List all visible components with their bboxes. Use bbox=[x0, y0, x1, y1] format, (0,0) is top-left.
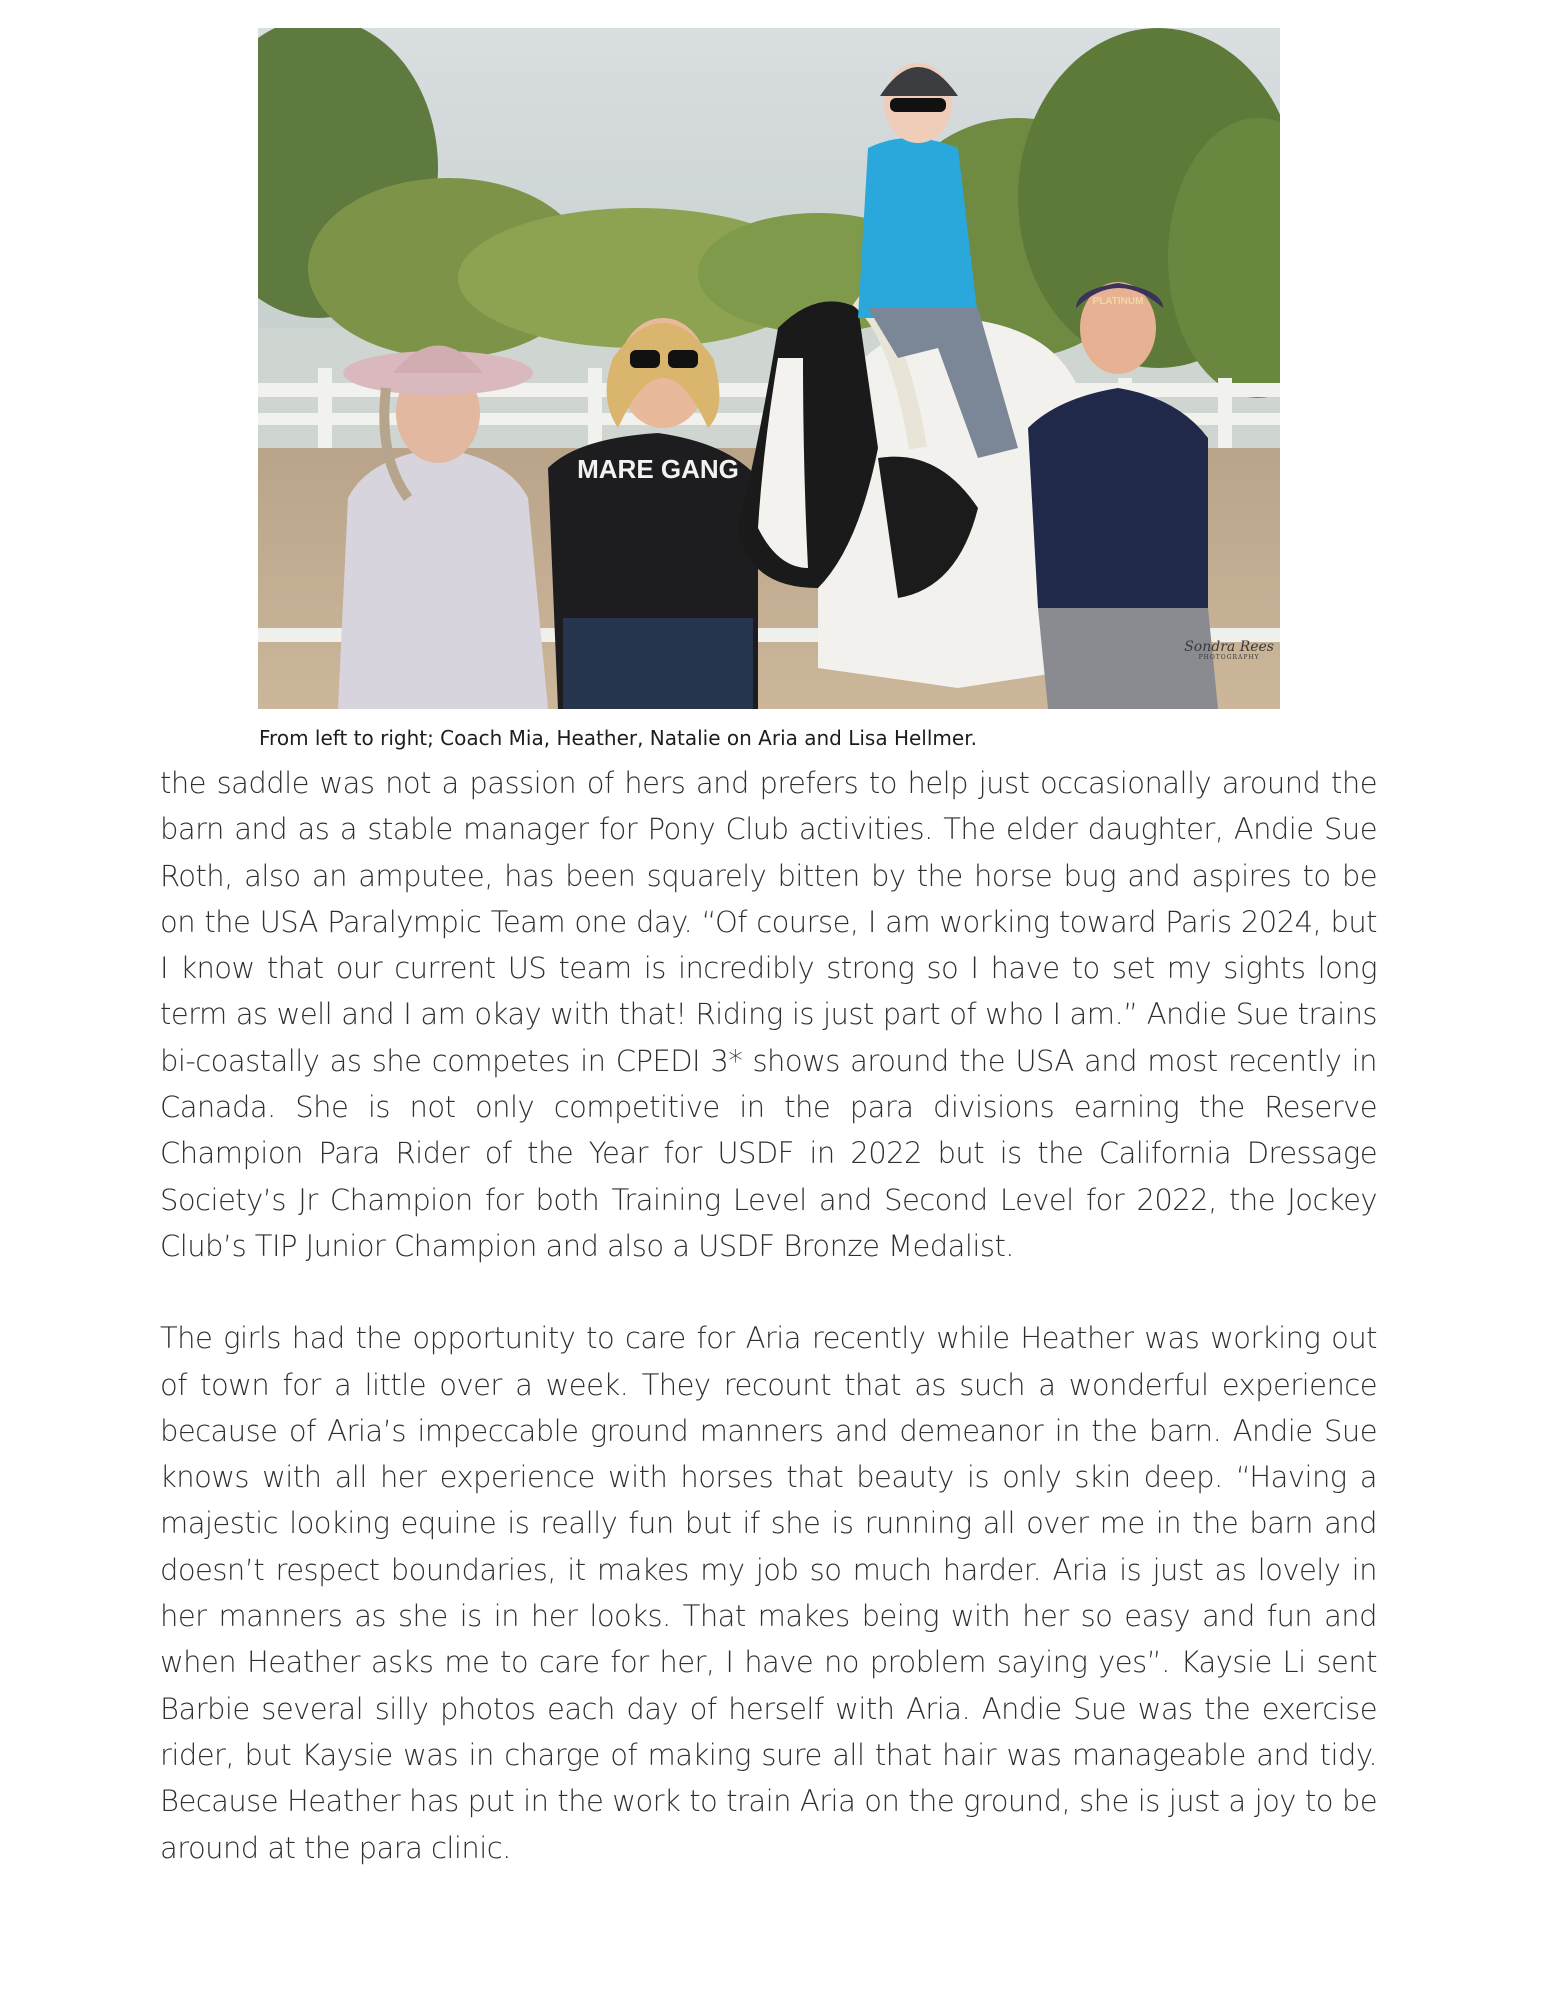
paragraph: the saddle was not a passion of hers and prefers to help just occasionally around the barn and as a stable manager for Pony Club activities. The elder daughter, Andie Sue Roth, also an amputee, has been squarely bitten by the horse bug and aspires to be on the USA Paralympic Team one day. “Of course, I am working toward Paris 2024, but I know that our current US team is incredibly strong so I have to set my sights long term as well and I am okay with that! Riding is just part of who I am.” Andie Sue trains bi-coastally as she competes in CPEDI 3* shows around the USA and most recently in Canada. She is not only competitive in the para divisions earning the Reserve Champion Para Rider of the Year for USDF in 2022 but is the California Dressage Society’s Jr Champion for both Training Level and Second Level for 2022, the Jockey Club’s TIP Junior Champion and also a USDF Bronze Medalist. bbox=[160, 766, 1377, 1263]
group-photo-illustration bbox=[258, 28, 1280, 709]
group-photo bbox=[258, 28, 1280, 709]
watermark-main: Sondra Rees bbox=[1184, 639, 1274, 656]
article-body bbox=[160, 760, 1377, 1871]
cap-text: PLATINUM bbox=[1092, 296, 1144, 307]
shirt-text: MARE GANG bbox=[577, 454, 739, 484]
person-coach-mia bbox=[338, 346, 548, 710]
person-heather bbox=[548, 318, 758, 709]
photographer-watermark bbox=[1184, 640, 1274, 661]
watermark-sub: PHOTOGRAPHY bbox=[1198, 653, 1260, 661]
paragraph: The girls had the opportunity to care for Aria recently while Heather was working out of town for a little over a week. They recount that as such a wonderful experience because of Aria’s impeccable ground manners and demeanor in the barn. Andie Sue knows with all her experience with horses that beauty is only skin deep. “Having a majestic looking equine is really fun but if she is running all over me in the barn and doesn’t respect boundaries, it makes my job so much harder. Aria is just as lovely in her manners as she is in her looks. That makes being with her so easy and fun and when Heather asks me to care for her, I have no problem saying yes”. Kaysie Li sent Barbie several silly photos each day of herself with Aria. Andie Sue was the exercise rider, but Kaysie was in charge of making sure all that hair was manageable and tidy. Because Heather has put in the work to train Aria on the ground, she is just a joy to be around at the para clinic. bbox=[160, 1321, 1377, 1865]
photo-caption: From left to right; Coach Mia, Heather, Natalie on Aria and Lisa Hellmer. bbox=[259, 726, 977, 750]
